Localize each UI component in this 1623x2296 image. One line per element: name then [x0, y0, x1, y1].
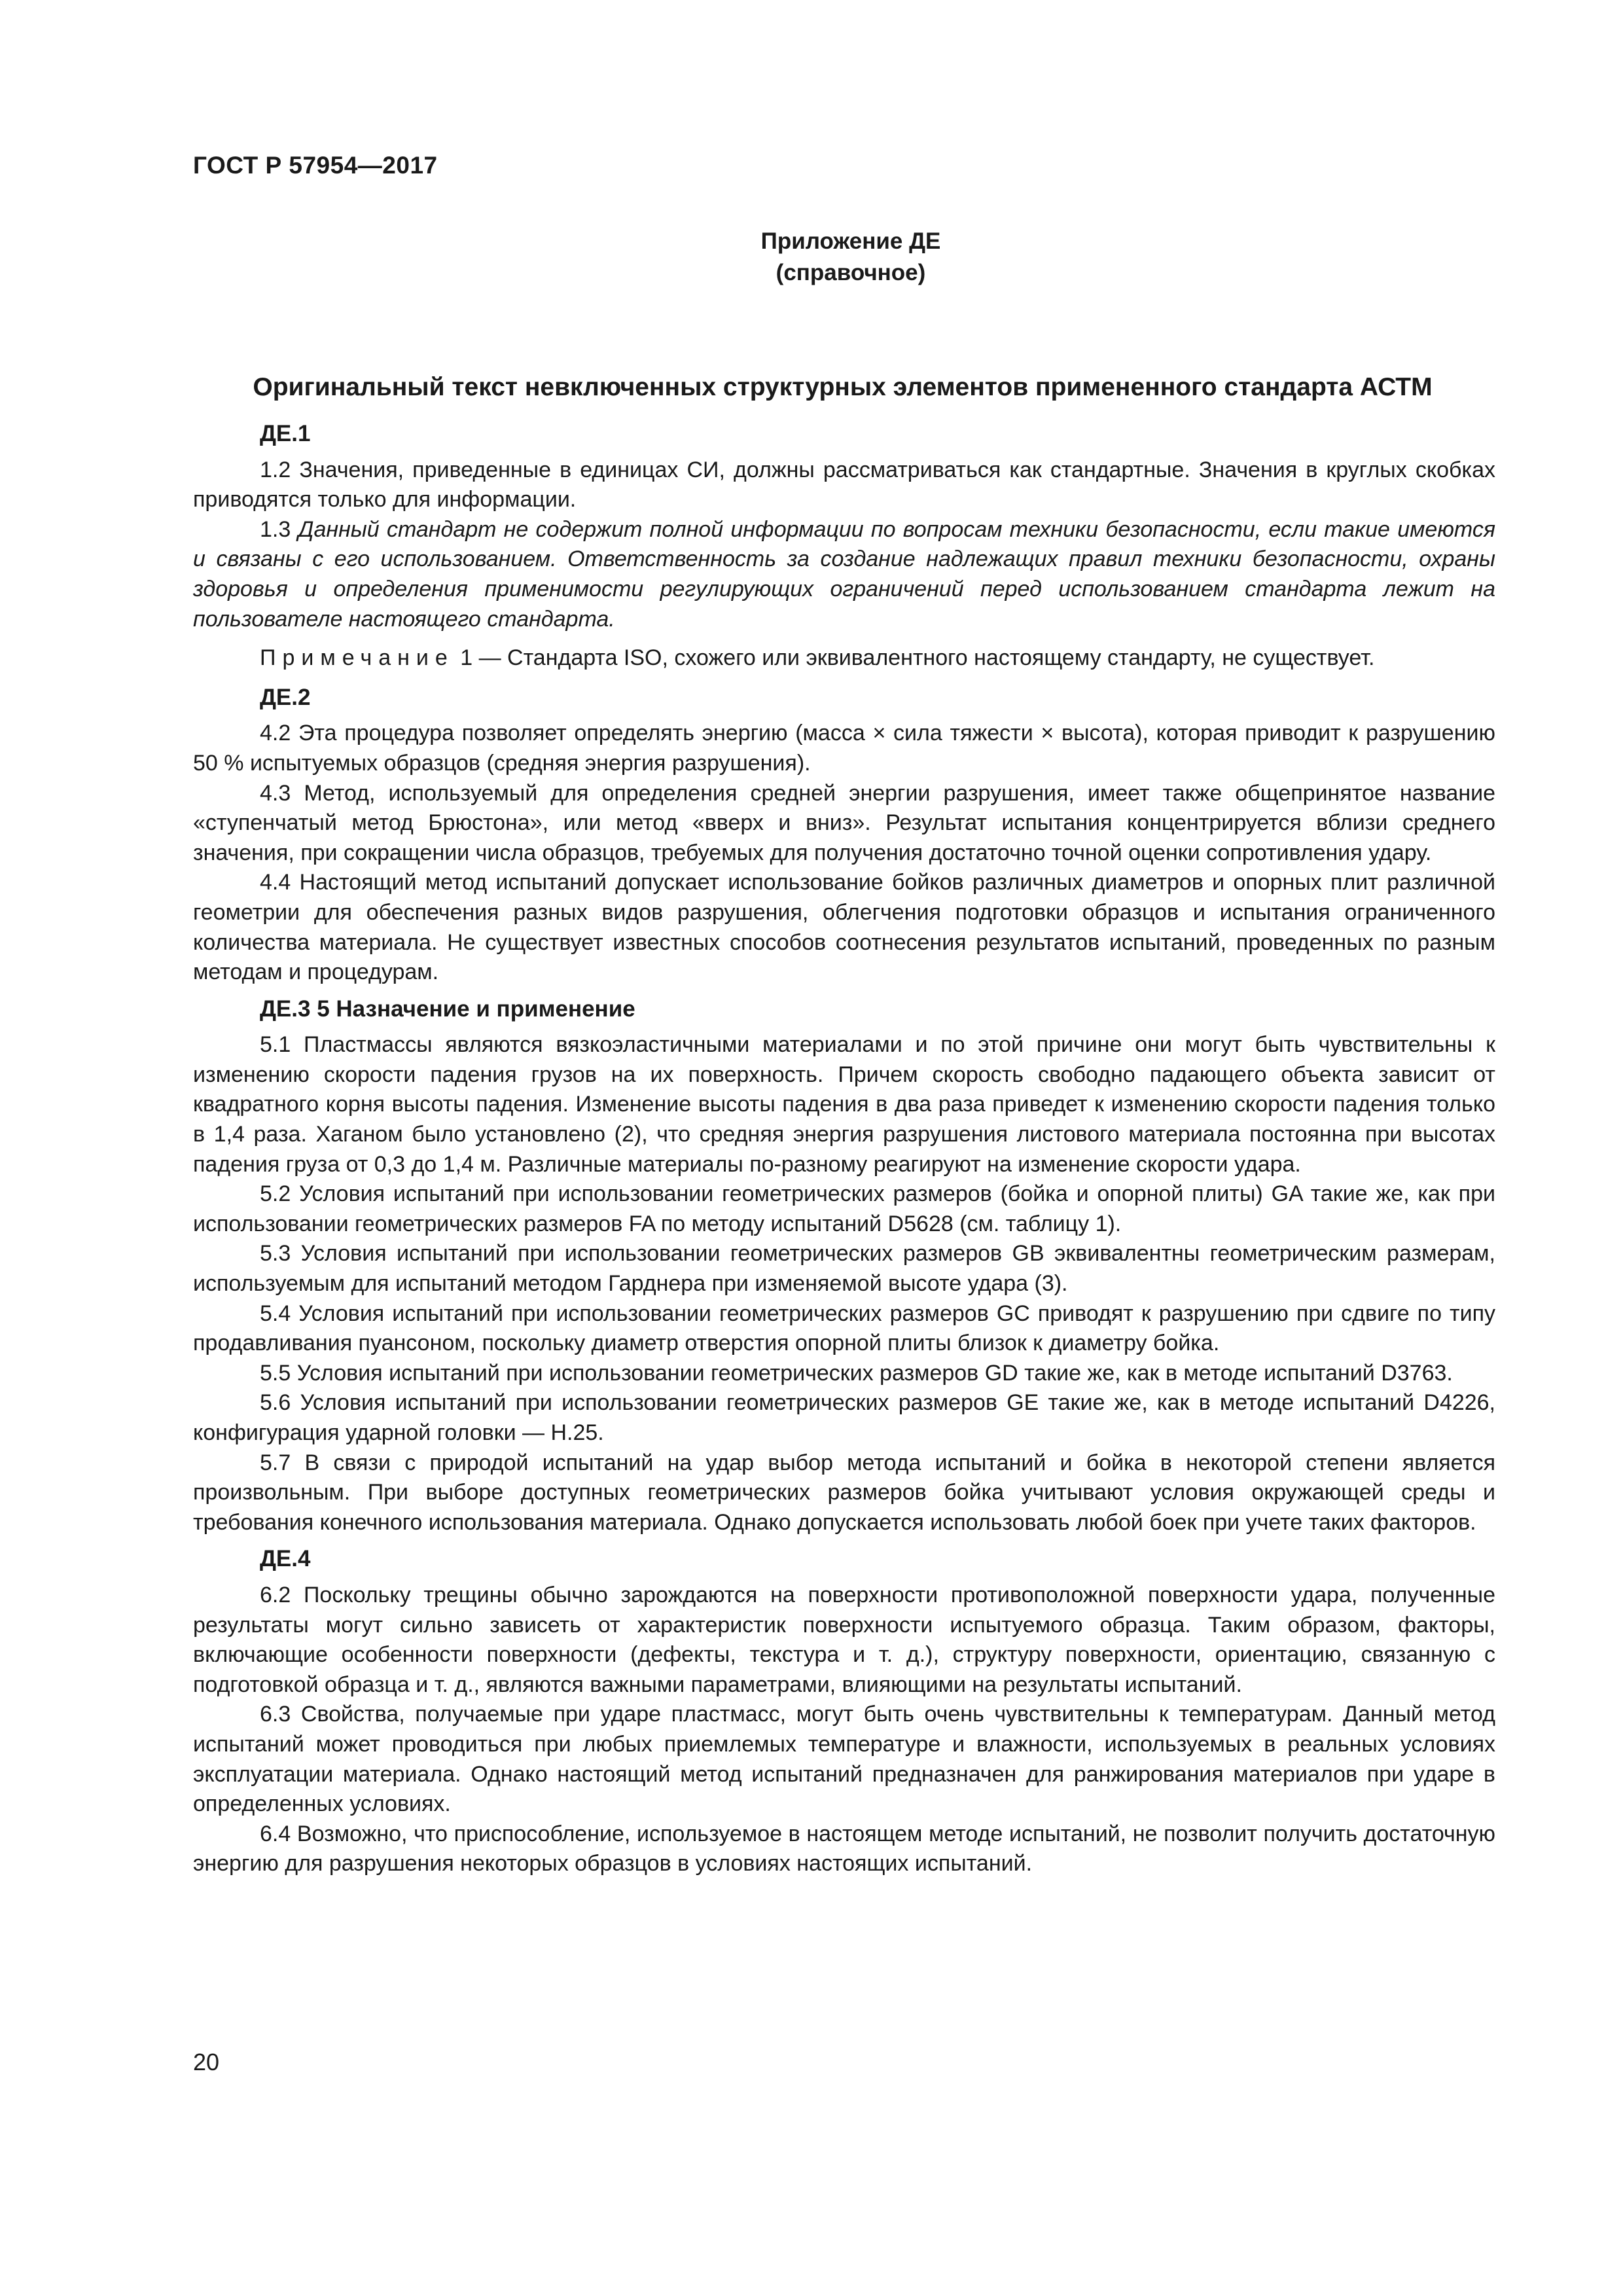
paragraph-5-1: 5.1 Пластмассы являются вязкоэластичными материалами и по этой причине они могут быть чувствительны к изменению скорости падения грузов на их поверхность. Причем скорость свободно падающего объекта зависит от квадратного корня высоты падения. Изменение высоты падения в два раза приведет к изменению скорости падения только в 1,4 раза. Хаганом было установлено (2), что средняя энергия разрушения листового материала постоянна при высотах падения груза от 0,3 до 1,4 м. Различные материалы по-разному реагируют на изменение скорости удара.: [193, 1032, 1495, 1177]
paragraph-5-3: 5.3 Условия испытаний при использовании геометрических размеров GB эквивалентны геометрическим размерам, используемым для испытаний методом Гарднера при изменяемой высоте удара (3).: [193, 1241, 1495, 1297]
paragraph-5-6: 5.6 Условия испытаний при использовании геометрических размеров GE такие же, как в методе испытаний D4226, конфигурация ударной головки — H.25.: [193, 1390, 1495, 1445]
note-text: 1 — Стандарта ISO, схожего или эквивалентного настоящему стандарту, не существует.: [454, 645, 1375, 671]
paragraph-4-4: 4.4 Настоящий метод испытаний допускает использование бойков различных диаметров и опорных плит различной геометрии для обеспечения разных видов разрушения, облегчения подготовки образцов и испытания ограниченного количества материала. Не существует известных способов соотнесения результатов испытаний, проведенных по разным методам и процедурам.: [193, 870, 1495, 985]
appendix-title: Приложение ДЕ: [760, 228, 941, 254]
paragraph-5-7: 5.7 В связи с природой испытаний на удар выбор метода испытаний и бойка в некоторой степени является произвольным. При выборе доступных геометрических размеров бойка учитывают условия окружающей среды и требования конечного использования материала. Однако допускается использовать любой боек при учете таких факторов.: [193, 1450, 1495, 1535]
note-label: Примечание: [260, 645, 454, 671]
paragraph-5-2: 5.2 Условия испытаний при использовании геометрических размеров (бойка и опорной плиты) GA такие же, как при использовании геометрических размеров FA по методу испытаний D5628 (см. таблицу 1).: [193, 1181, 1495, 1236]
section-heading-de1: ДЕ.1: [260, 421, 311, 446]
appendix-subtitle: (справочное): [776, 260, 926, 285]
section-heading-de4: ДЕ.4: [260, 1546, 311, 1572]
page-number: 20: [193, 2049, 220, 2075]
section-heading-de3: ДЕ.3 5 Назначение и применение: [260, 996, 635, 1022]
paragraph-1-3-number: 1.3: [260, 516, 298, 542]
paragraph-4-3: 4.3 Метод, используемый для определения средней энергии разрушения, имеет также общепринятое название «ступенчатый метод Брюстона», или метод «вверх и вниз». Результат испытания концентрируется вблизи среднего значения, при сокращении числа образцов, требуемых для получения достаточно точной оценки сопротивления удару.: [193, 780, 1495, 865]
document-title: Оригинальный текст невключенных структурных элементов примененного стандарта АСТМ: [253, 373, 1433, 401]
paragraph-1-3-text: Данный стандарт не содержит полной информации по вопросам техники безопасности, если такие имеются и связаны с его использованием. Ответственность за создание надлежащих правил техники безопасности, охраны здоровья и определения применимости регулирующих ограничений перед использованием стандарта лежит на пользователе настоящего стандарта.: [193, 516, 1495, 632]
note-1: [193, 643, 1495, 673]
paragraph-6-3: 6.3 Свойства, получаемые при ударе пластмасс, могут быть очень чувствительны к температурам. Данный метод испытаний может проводиться при любых приемлемых температуре и влажности, используемых в реальных условиях эксплуатации материала. Однако настоящий метод испытаний предназначен для ранжирования материалов при ударе в определенных условиях.: [193, 1702, 1495, 1817]
paragraph-5-4: 5.4 Условия испытаний при использовании геометрических размеров GC приводят к разрушению при сдвиге по типу продавливания пуансоном, поскольку диаметр отверстия опорной плиты близок к диаметру бойка.: [193, 1300, 1495, 1356]
paragraph-6-4: 6.4 Возможно, что приспособление, используемое в настоящем методе испытаний, не позволит получить достаточную энергию для разрушения некоторых образцов в условиях настоящих испытаний.: [193, 1821, 1495, 1876]
section-heading-de2: ДЕ.2: [260, 684, 311, 710]
paragraph-4-2: 4.2 Эта процедура позволяет определять энергию (масса × сила тяжести × высота), которая приводит к разрушению 50 % испытуемых образцов (средняя энергия разрушения).: [193, 721, 1495, 776]
document-body: [193, 419, 1495, 1879]
paragraph-6-2: 6.2 Поскольку трещины обычно зарождаются на поверхности противоположной поверхности удара, полученные результаты могут сильно зависеть от характеристик поверхности испытуемого образца. Таким образом, факторы, включающие особенности поверхности (дефекты, текстура и т. д.), структуру поверхности, ориентацию, связанную с подготовкой образца и т. д., являются важными параметрами, влияющими на результаты испытаний.: [193, 1582, 1495, 1697]
paragraph-1-2: 1.2 Значения, приведенные в единицах СИ, должны рассматриваться как стандартные. Значения в круглых скобках приводятся только для информации.: [193, 457, 1495, 512]
standard-designation: ГОСТ Р 57954—2017: [193, 152, 438, 179]
paragraph-5-5: 5.5 Условия испытаний при использовании геометрических размеров GD такие же, как в методе испытаний D3763.: [260, 1360, 1453, 1386]
appendix-heading: [0, 226, 1623, 289]
paragraph-1-3: [193, 515, 1495, 634]
